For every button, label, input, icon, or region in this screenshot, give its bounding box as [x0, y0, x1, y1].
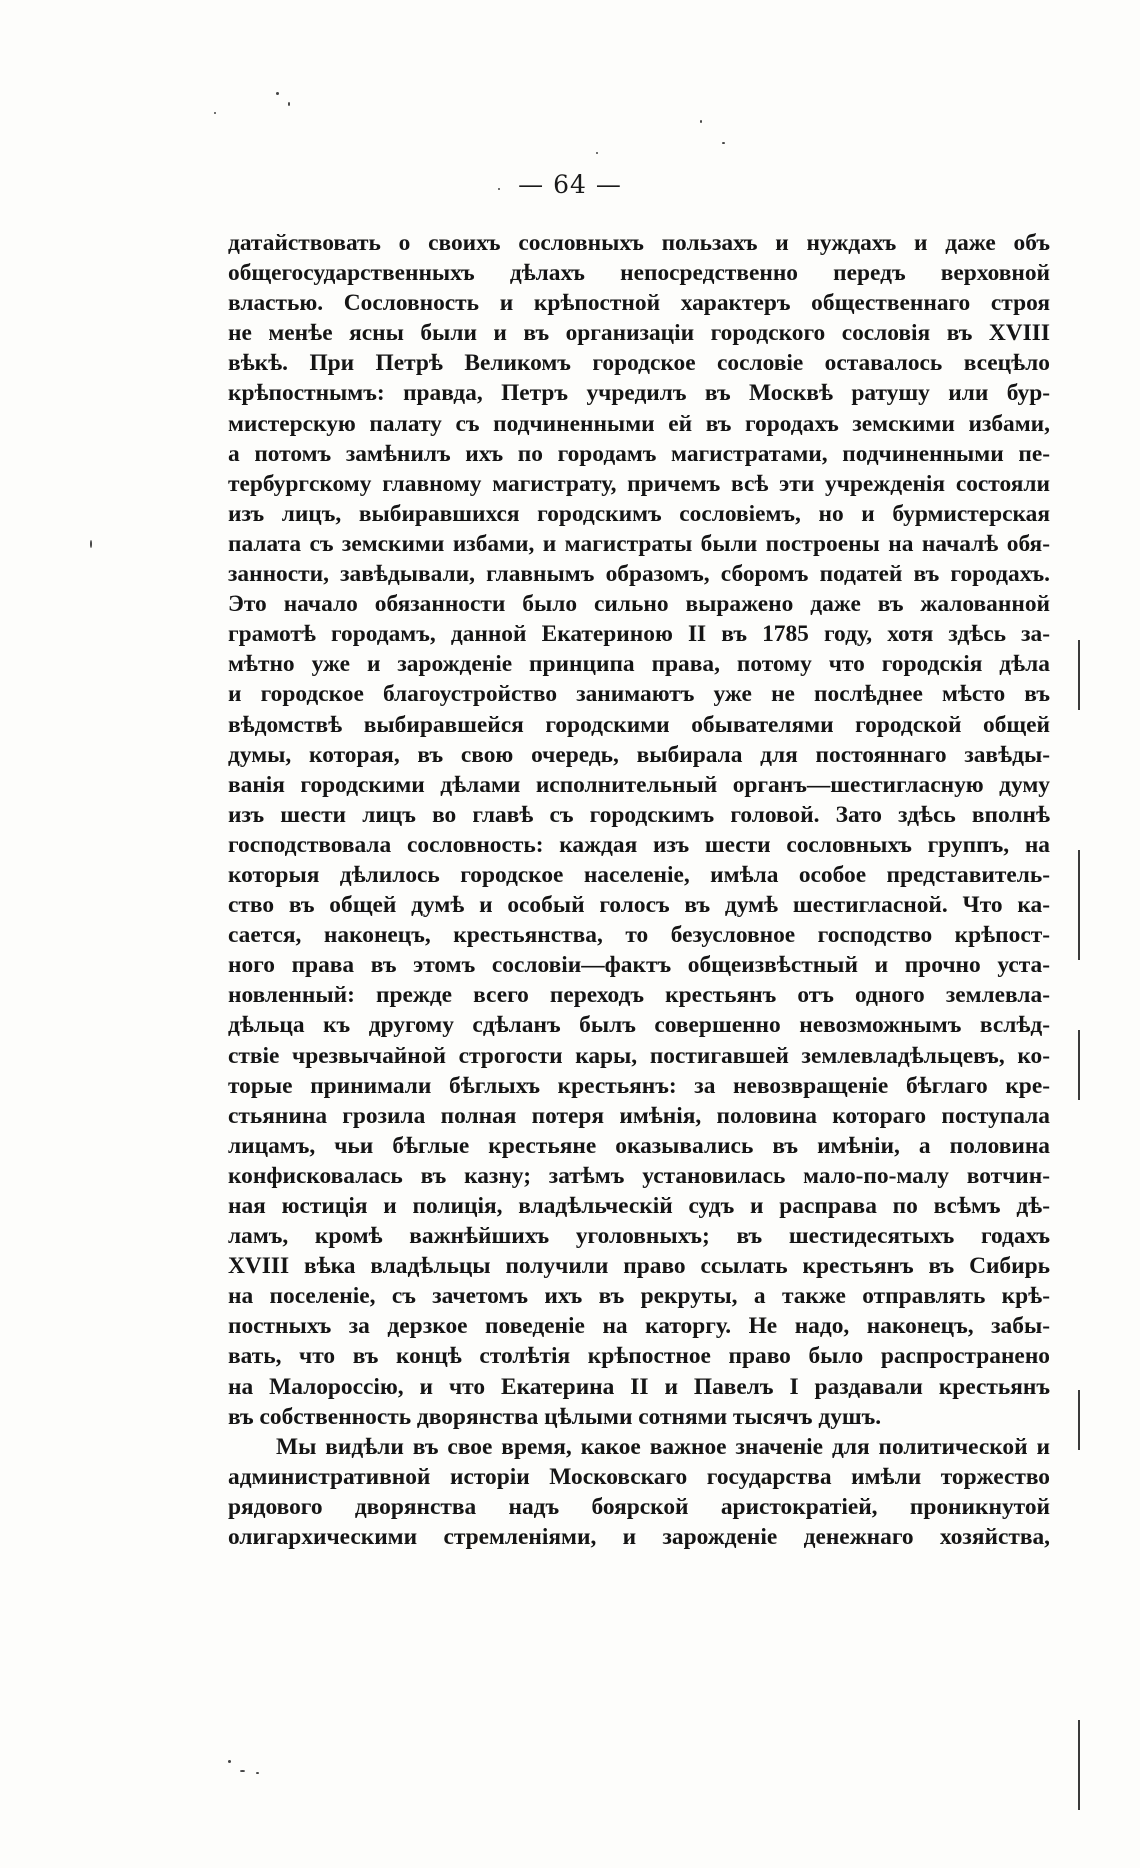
text-line: конфисковалась въ казну; затѣмъ установилась мало-по-малу вотчин- — [228, 1162, 1050, 1189]
text-line: сается, наконецъ, крестьянства, то безусловное господство крѣпост- — [228, 922, 1050, 949]
paragraph — [228, 1432, 1050, 1552]
text-line: на Малороссію, и что Екатерина II и Павелъ I раздавали крестьянъ — [228, 1373, 1050, 1400]
text-line: тербургскому главному магистрату, причемъ всѣ эти учрежденія состояли — [228, 470, 1050, 497]
text-line: рядового дворянства надъ боярской аристократіей, проникнутой — [228, 1493, 1050, 1520]
text-line: общегосударственныхъ дѣлахъ непосредственно передъ верховной — [228, 260, 1050, 287]
text-line: Мы видѣли въ свое время, какое важное значеніе для политической и — [276, 1433, 1050, 1460]
scan-speck — [276, 92, 279, 95]
text-line: мистерскую палату съ подчиненными ей въ городахъ земскими избами, — [228, 410, 1050, 437]
text-line: властью. Сословность и крѣпостной характеръ общественнаго строя — [228, 290, 1050, 317]
text-line: крѣпостнымъ: правда, Петръ учредилъ въ Москвѣ ратушу или бур- — [228, 380, 1050, 407]
text-line: грамотѣ городамъ, данной Екатериною II въ 1785 году, хотя здѣсь за- — [228, 621, 1050, 648]
text-line: ного права въ этомъ сословіи—фактъ общеизвѣстный и прочно уста- — [228, 952, 1050, 979]
text-line: ствіе чрезвычайной строгости кары, постигавшей землевладѣльцевъ, ко- — [228, 1042, 1050, 1069]
margin-line — [1078, 1390, 1080, 1450]
text-line: вѣкѣ. При Петрѣ Великомъ городское сословіе оставалось всецѣло — [228, 350, 1050, 377]
scan-speck — [228, 1760, 231, 1763]
text-line: лицамъ, чьи бѣглые крестьяне оказывались въ имѣніи, а половина — [228, 1132, 1050, 1159]
text-line: торые принимали бѣглыхъ крестьянъ: за невозвращеніе бѣглаго кре- — [228, 1072, 1050, 1099]
text-line: изъ шести лицъ во главѣ съ городскимъ головой. Зато здѣсь вполнѣ — [228, 801, 1050, 828]
text-line: датайствовать о своихъ сословныхъ пользахъ и нуждахъ и даже объ — [228, 230, 1050, 256]
text-line: не менѣе ясны были и въ организаціи городского сословія въ XVIII — [228, 320, 1050, 347]
text-line: на поселеніе, съ зачетомъ ихъ въ рекруты, а также отправлять крѣ- — [228, 1283, 1050, 1310]
margin-line — [1078, 640, 1080, 710]
text-line: и городское благоустройство занимаютъ уже не послѣднее мѣсто въ — [228, 681, 1050, 708]
text-line: занности, завѣдывали, главнымъ образомъ, сборомъ податей въ городахъ. — [228, 561, 1050, 588]
text-line: ванія городскими дѣлами исполнительный органъ—шестигласную думу — [228, 771, 1050, 798]
text-line: изъ лицъ, выбиравшихся городскимъ сословіемъ, но и бурмистерская — [228, 500, 1050, 527]
scan-speck — [256, 1772, 259, 1774]
text-line: въ собственность дворянства цѣлыми сотнями тысячъ душъ. — [228, 1403, 882, 1430]
text-line: ламъ, кромѣ важнѣйшихъ уголовныхъ; въ шестидесятыхъ годахъ — [228, 1223, 1050, 1250]
scan-speck — [240, 1770, 245, 1772]
text-line: мѣтно уже и зарожденіе принципа права, потому что городскія дѣла — [228, 651, 1050, 678]
text-line: вать, что въ концѣ столѣтія крѣпостное право было распространено — [228, 1343, 1050, 1370]
text-line: новленный: прежде всего переходъ крестьянъ отъ одного землевла- — [228, 982, 1050, 1009]
text-line: ная юстиція и полиція, владѣльческій судъ и расправа по всѣмъ дѣ- — [228, 1193, 1050, 1219]
scan-speck — [700, 120, 702, 123]
text-line: ство въ общей думѣ и особый голосъ въ думѣ шестигласной. Что ка- — [228, 892, 1050, 919]
text-line: административной исторіи Московскаго государства имѣли торжество — [228, 1463, 1050, 1490]
text-line: а потомъ замѣнилъ ихъ по городамъ магистратами, подчиненными пе- — [228, 440, 1050, 467]
scan-speck — [90, 540, 92, 548]
body-text — [228, 228, 1050, 1552]
margin-line — [1078, 1720, 1080, 1810]
text-line: палата съ земскими избами, и магистраты были построены на началѣ обя- — [228, 530, 1050, 557]
margin-line — [1078, 1030, 1080, 1100]
scan-speck — [596, 152, 598, 154]
text-line: Это начало обязанности было сильно выражено даже въ жалованной — [228, 591, 1050, 618]
text-line: которыя дѣлилось городское населеніе, имѣла особое представитель- — [228, 861, 1050, 888]
text-line: постныхъ за дерзкое поведеніе на каторгу. Не надо, наконецъ, забы- — [228, 1313, 1050, 1340]
text-line: вѣдомствѣ выбиравшейся городскими обывателями городской общей — [228, 711, 1050, 738]
page-number: — 64 — — [518, 170, 622, 199]
text-line: олигархическими стремленіями, и зарожденіе денежнаго хозяйства, — [228, 1524, 1050, 1551]
paragraph — [228, 228, 1050, 1432]
text-line: господствовала сословность: каждая изъ шести сословныхъ группъ, на — [228, 831, 1050, 858]
text-line: думы, которая, въ свою очередь, выбирала для постояннаго завѣды- — [228, 741, 1050, 768]
scan-speck — [288, 102, 290, 106]
scan-speck — [214, 112, 216, 114]
text-line: стьянина грозила полная потеря имѣнія, половина котораго поступала — [228, 1102, 1050, 1129]
margin-line — [1078, 850, 1080, 960]
text-line: XVIII вѣка владѣльцы получили право ссылать крестьянъ въ Сибирь — [228, 1253, 1050, 1280]
text-line: дѣльца къ другому сдѣланъ былъ совершенно невозможнымъ вслѣд- — [228, 1012, 1050, 1039]
scan-speck — [722, 142, 725, 144]
